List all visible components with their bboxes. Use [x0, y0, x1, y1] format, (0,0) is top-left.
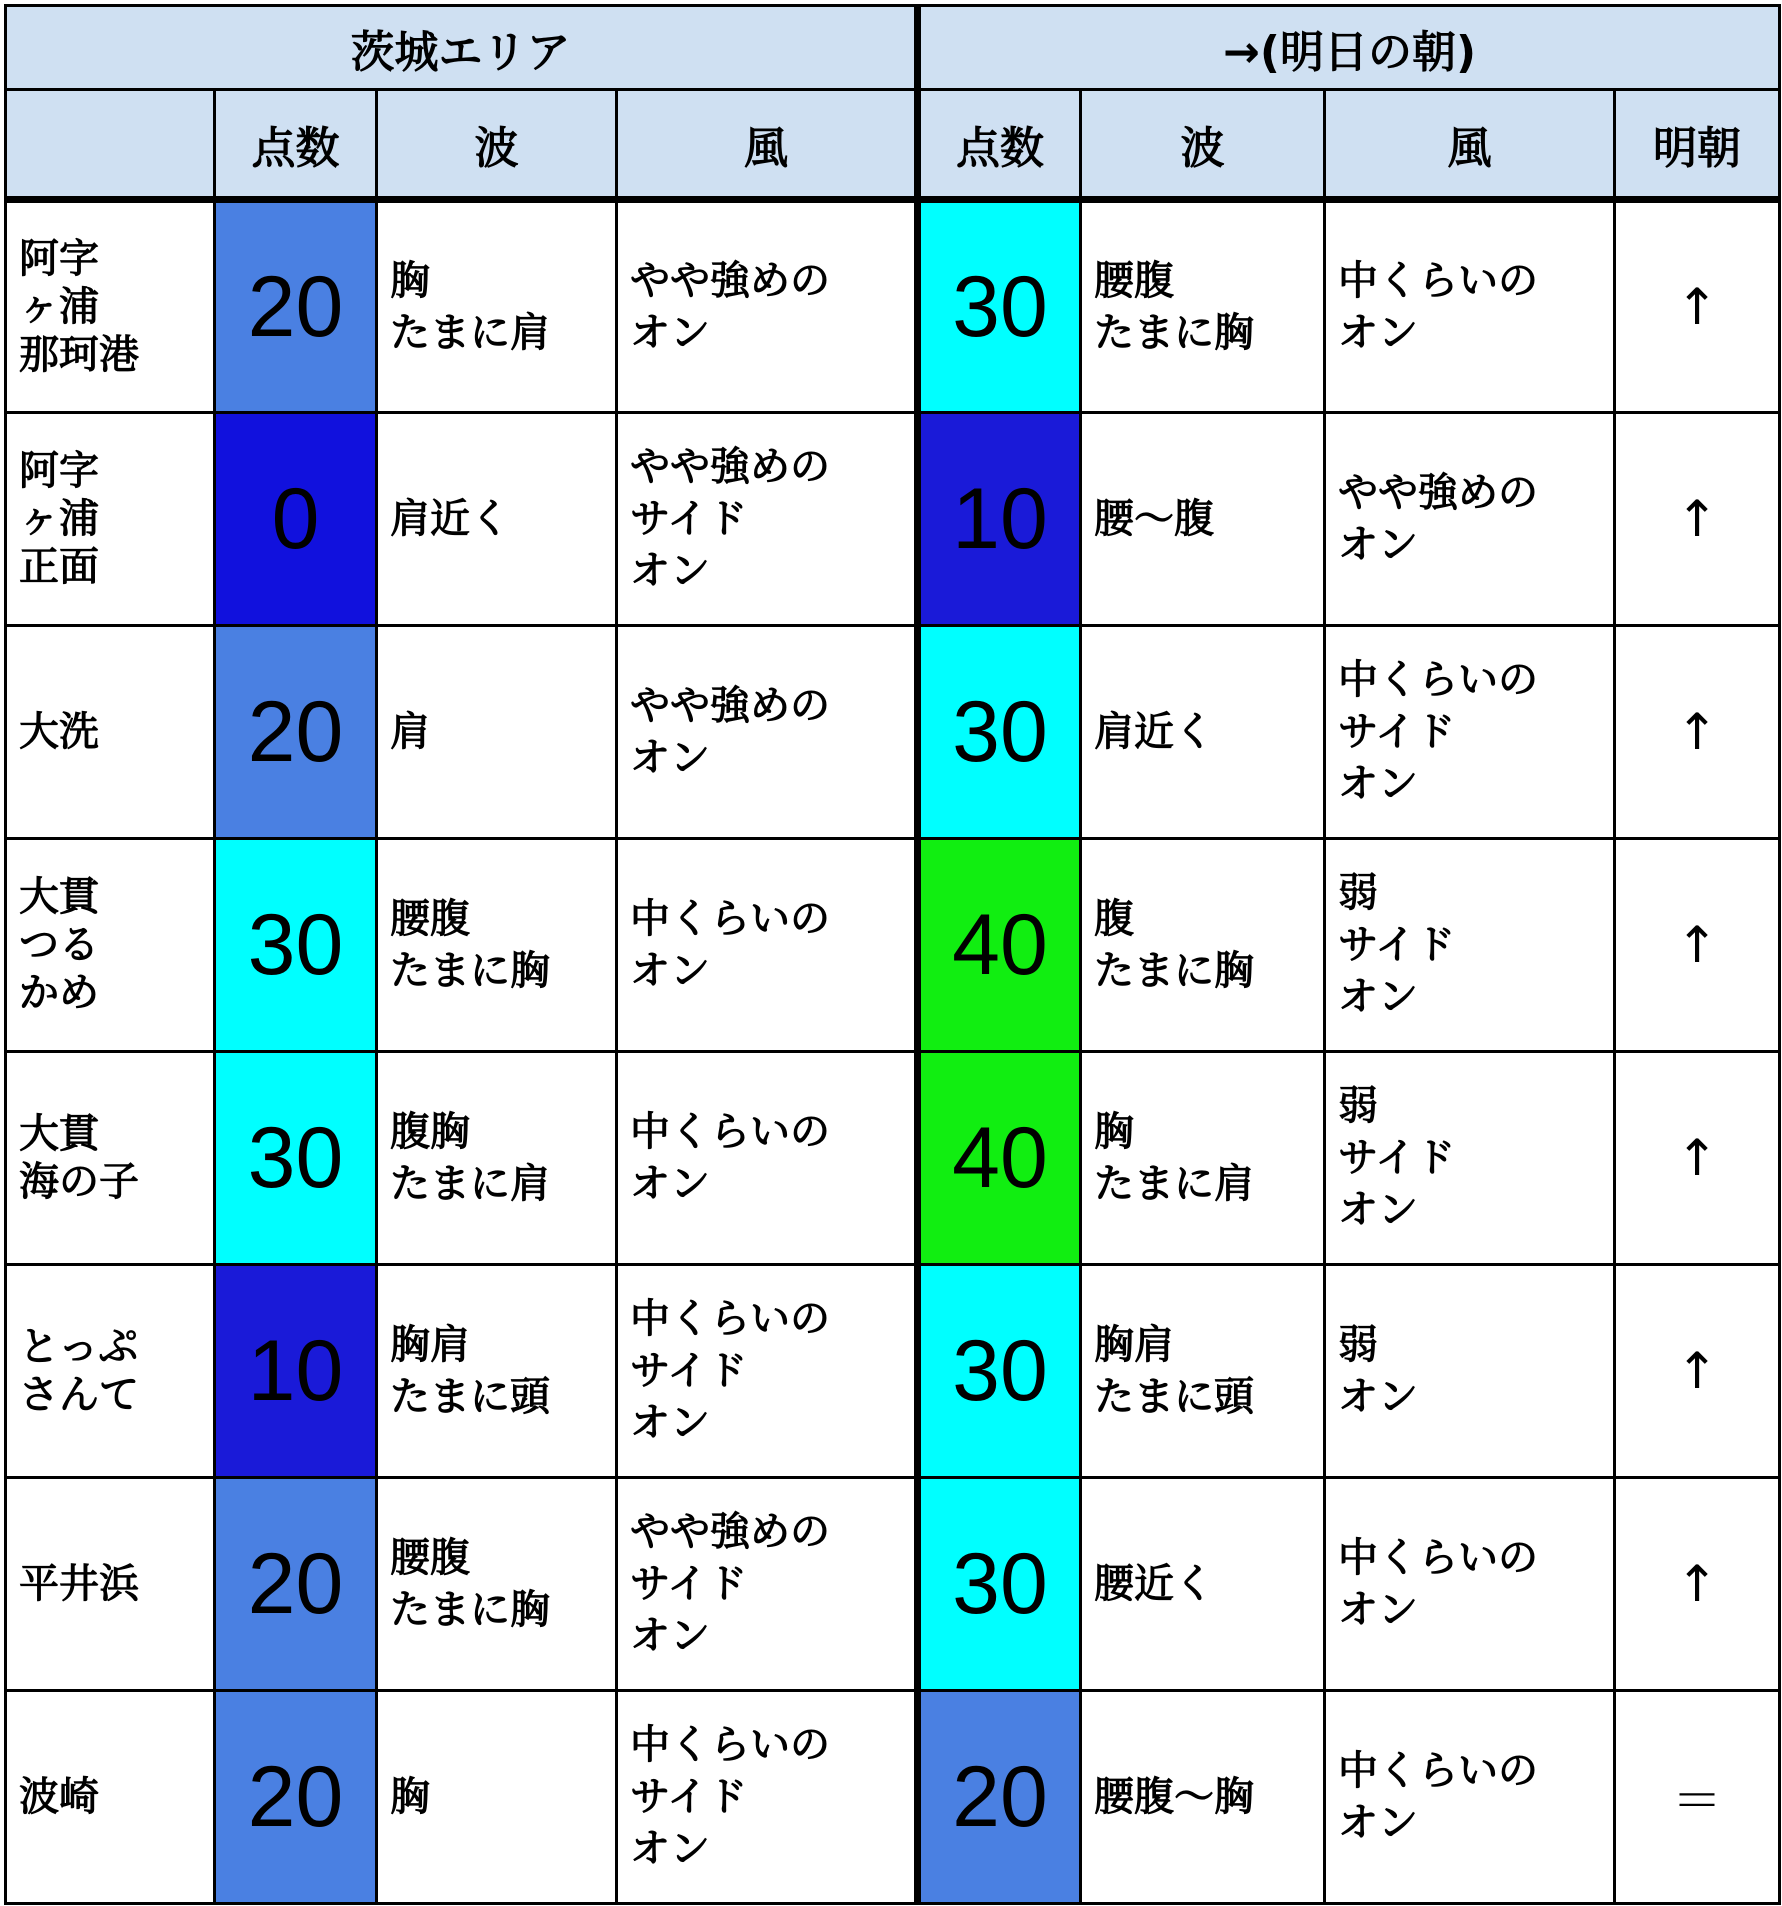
wave-cell-text: 腰腹 たまに胸 — [390, 896, 550, 994]
wave-tomorrow-cell — [1081, 1052, 1325, 1265]
spot-name — [6, 413, 215, 626]
wave-cell — [377, 1691, 617, 1904]
wind-cell — [617, 1691, 918, 1904]
header-wind-tomorrow: 風 — [1325, 90, 1615, 200]
spot-name — [6, 200, 215, 413]
wind-cell — [617, 1265, 918, 1478]
trend-cell — [1615, 1691, 1780, 1904]
score-tomorrow-cell-text: 30 — [952, 1535, 1048, 1632]
table-row — [6, 839, 1780, 1052]
surf-forecast-table — [4, 4, 1781, 1905]
trend-cell — [1615, 839, 1780, 1052]
wave-tomorrow-cell — [1081, 413, 1325, 626]
wave-cell-text: 腰腹 たまに胸 — [390, 1535, 550, 1633]
wave-tomorrow-cell — [1081, 200, 1325, 413]
wave-tomorrow-cell-text: 肩近く — [1094, 709, 1214, 755]
trend-cell-text: ↑ — [1676, 703, 1718, 761]
wave-cell-text: 胸肩 たまに頭 — [390, 1322, 550, 1420]
wind-tomorrow-cell — [1325, 413, 1615, 626]
spot-name — [6, 1478, 215, 1691]
header-score: 点数 — [215, 90, 377, 200]
wind-tomorrow-cell-text: 中くらいの オン — [1338, 1748, 1538, 1846]
wave-cell — [377, 626, 617, 839]
trend-cell-text: ↑ — [1676, 490, 1718, 548]
score-cell-text: 20 — [247, 683, 344, 780]
wave-cell — [377, 839, 617, 1052]
wave-cell-text: 腹胸 たまに肩 — [390, 1109, 550, 1207]
wave-tomorrow-cell-text: 腰～腹 — [1094, 496, 1214, 542]
wave-tomorrow-cell-text: 腰近く — [1094, 1561, 1214, 1607]
header-score-tomorrow: 点数 — [918, 90, 1081, 200]
score-tomorrow-cell — [918, 413, 1081, 626]
spot-name — [6, 626, 215, 839]
trend-cell-text: ↑ — [1676, 1129, 1718, 1187]
score-cell-text: 20 — [247, 1748, 344, 1845]
wind-tomorrow-cell-text: 弱 オン — [1338, 1322, 1418, 1420]
spot-name — [6, 1052, 215, 1265]
wave-cell-text: 胸 たまに肩 — [390, 258, 550, 356]
trend-cell — [1615, 626, 1780, 839]
wind-tomorrow-cell-text: 弱 サイド オン — [1338, 1083, 1456, 1233]
table-row — [6, 200, 1780, 413]
score-tomorrow-cell — [918, 626, 1081, 839]
wind-tomorrow-cell — [1325, 839, 1615, 1052]
wind-tomorrow-cell — [1325, 200, 1615, 413]
wind-tomorrow-cell — [1325, 1052, 1615, 1265]
wave-cell — [377, 413, 617, 626]
table-row — [6, 1265, 1780, 1478]
score-cell — [215, 200, 377, 413]
score-tomorrow-cell — [918, 200, 1081, 413]
wave-cell — [377, 200, 617, 413]
score-cell-text: 0 — [271, 470, 320, 567]
wave-cell-text: 肩近く — [390, 496, 510, 542]
score-tomorrow-cell — [918, 1691, 1081, 1904]
wind-tomorrow-cell — [1325, 1265, 1615, 1478]
wave-tomorrow-cell — [1081, 1478, 1325, 1691]
wind-cell — [617, 413, 918, 626]
wind-cell-text: 中くらいの オン — [630, 896, 830, 994]
wave-cell — [377, 1265, 617, 1478]
trend-cell-text: ↑ — [1676, 1342, 1718, 1400]
wind-cell-text: やや強めの サイド オン — [630, 444, 830, 594]
spot-name-text: 大貫 海の子 — [19, 1111, 139, 1205]
spot-name-text: 大洗 — [19, 709, 99, 755]
score-tomorrow-cell-text: 10 — [952, 470, 1048, 567]
score-tomorrow-cell — [918, 1265, 1081, 1478]
wave-tomorrow-cell — [1081, 1265, 1325, 1478]
wind-cell-text: 中くらいの サイド オン — [630, 1296, 830, 1446]
trend-cell — [1615, 1265, 1780, 1478]
score-cell — [215, 839, 377, 1052]
wave-tomorrow-cell-text: 腹 たまに胸 — [1094, 896, 1254, 994]
wave-tomorrow-cell — [1081, 1691, 1325, 1904]
wind-cell-text: やや強めの サイド オン — [630, 1509, 830, 1659]
score-cell — [215, 626, 377, 839]
spot-name — [6, 839, 215, 1052]
score-cell — [215, 1478, 377, 1691]
score-tomorrow-cell-text: 30 — [952, 258, 1048, 355]
wave-cell-text: 肩 — [390, 709, 430, 755]
spot-name-text: 平井浜 — [19, 1561, 139, 1607]
wind-tomorrow-cell — [1325, 1691, 1615, 1904]
table-row — [6, 1052, 1780, 1265]
score-tomorrow-cell-text: 30 — [952, 1322, 1048, 1419]
score-tomorrow-cell-text: 40 — [952, 1109, 1048, 1206]
header-row — [6, 90, 1780, 200]
trend-cell-text: ↑ — [1676, 1555, 1718, 1613]
table-row — [6, 1691, 1780, 1904]
wind-tomorrow-cell-text: やや強めの オン — [1338, 470, 1538, 568]
wave-cell-text: 胸 — [390, 1774, 430, 1820]
header-wind: 風 — [617, 90, 918, 200]
score-tomorrow-cell-text: 40 — [952, 896, 1048, 993]
score-tomorrow-cell — [918, 1052, 1081, 1265]
score-cell — [215, 1265, 377, 1478]
wind-tomorrow-cell-text: 中くらいの オン — [1338, 258, 1538, 356]
trend-cell — [1615, 200, 1780, 413]
wind-tomorrow-cell-text: 弱 サイド オン — [1338, 870, 1456, 1020]
trend-cell-text: ＝ — [1672, 1772, 1723, 1830]
score-tomorrow-cell-text: 20 — [952, 1748, 1048, 1845]
wind-tomorrow-cell-text: 中くらいの サイド オン — [1338, 657, 1538, 807]
score-tomorrow-cell-text: 30 — [952, 683, 1048, 780]
spot-name — [6, 1691, 215, 1904]
score-cell-text: 20 — [247, 258, 344, 355]
wind-tomorrow-cell-text: 中くらいの オン — [1338, 1535, 1538, 1633]
wind-cell — [617, 839, 918, 1052]
header-spot — [6, 90, 215, 200]
wind-tomorrow-cell — [1325, 1478, 1615, 1691]
next-morning-title: →(明日の朝) — [918, 6, 1780, 90]
wind-tomorrow-cell — [1325, 626, 1615, 839]
wind-cell-text: 中くらいの サイド オン — [630, 1722, 830, 1872]
wind-cell — [617, 626, 918, 839]
score-cell — [215, 1691, 377, 1904]
trend-cell — [1615, 1478, 1780, 1691]
spot-name-text: 阿字 ヶ浦 那珂港 — [19, 236, 139, 378]
score-tomorrow-cell — [918, 1478, 1081, 1691]
wave-tomorrow-cell — [1081, 839, 1325, 1052]
header-trend: 明朝 — [1615, 90, 1780, 200]
score-cell — [215, 1052, 377, 1265]
score-cell-text: 10 — [247, 1322, 344, 1419]
wind-cell — [617, 1052, 918, 1265]
wave-tomorrow-cell-text: 胸 たまに肩 — [1094, 1109, 1254, 1207]
table-body — [6, 200, 1780, 1904]
trend-cell — [1615, 1052, 1780, 1265]
wave-tomorrow-cell-text: 胸肩 たまに頭 — [1094, 1322, 1254, 1420]
table-row — [6, 626, 1780, 839]
score-tomorrow-cell — [918, 839, 1081, 1052]
header-wave-tomorrow: 波 — [1081, 90, 1325, 200]
score-cell-text: 30 — [247, 1109, 344, 1206]
wave-tomorrow-cell-text: 腰腹～胸 — [1094, 1774, 1254, 1820]
trend-cell — [1615, 413, 1780, 626]
score-cell — [215, 413, 377, 626]
wave-cell — [377, 1052, 617, 1265]
area-title: 茨城エリア — [6, 6, 918, 90]
wind-cell-text: 中くらいの オン — [630, 1109, 830, 1207]
wave-tomorrow-cell — [1081, 626, 1325, 839]
spot-name-text: 大貫 つる かめ — [19, 874, 99, 1016]
wind-cell-text: やや強めの オン — [630, 258, 830, 356]
table-row — [6, 1478, 1780, 1691]
trend-cell-text: ↑ — [1676, 278, 1718, 336]
table-row — [6, 413, 1780, 626]
score-cell-text: 30 — [247, 896, 344, 993]
spot-name — [6, 1265, 215, 1478]
trend-cell-text: ↑ — [1676, 916, 1718, 974]
spot-name-text: 阿字 ヶ浦 正面 — [19, 448, 99, 590]
wind-cell — [617, 1478, 918, 1691]
header-wave: 波 — [377, 90, 617, 200]
score-cell-text: 20 — [247, 1535, 344, 1632]
spot-name-text: とっぷ さんて — [19, 1324, 139, 1418]
spot-name-text: 波崎 — [19, 1774, 99, 1820]
title-row — [6, 6, 1780, 90]
wind-cell-text: やや強めの オン — [630, 683, 830, 781]
wind-cell — [617, 200, 918, 413]
wave-tomorrow-cell-text: 腰腹 たまに胸 — [1094, 258, 1254, 356]
wave-cell — [377, 1478, 617, 1691]
